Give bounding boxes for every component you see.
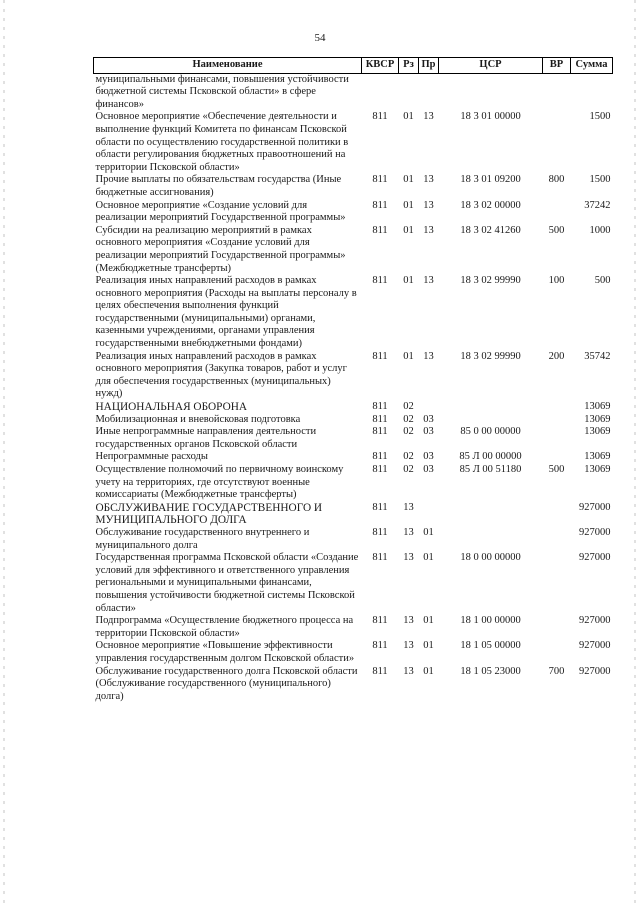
cell-name: Обслуживание государственного внутреннего и муниципального долга (95, 526, 310, 551)
table-row (94, 552, 613, 615)
cell-kvsr: 811 (372, 640, 388, 652)
cell-kvsr (362, 73, 399, 111)
cell-csr: 18 1 00 00000 (460, 615, 521, 627)
cell-csr: 18 0 00 00000 (460, 552, 521, 564)
cell-vr: 200 (548, 350, 565, 362)
cell-csr: 85 Л 00 51180 (459, 464, 522, 475)
table-row (94, 640, 613, 665)
cell-name: Основное мероприятие «Повышение эффективности управления государственным долгом Псковской области» (95, 640, 355, 664)
table-row (94, 414, 613, 427)
cell-name: Реализация иных направлений расходов в рамках основного мероприятия (Расходы на выплаты персоналу в целях обеспечения выполнения функций государственными (муниципальными) органами, казенными учреждениями, органами управления государственными внебюджетными фондами) (95, 275, 357, 350)
cell-pr: 13 (423, 199, 434, 211)
cell-pr: 13 (423, 224, 434, 236)
cell-vr (543, 426, 571, 451)
cell-csr: 18 3 02 00000 (460, 199, 521, 211)
cell-vr (543, 552, 571, 615)
header-csr: ЦСР (439, 58, 543, 74)
cell-pr: 13 (423, 350, 434, 362)
cell-csr (439, 401, 543, 414)
header-kvsr: КВСР (362, 58, 399, 74)
header-name: Наименование (94, 58, 362, 74)
cell-sum: 37242 (584, 199, 611, 211)
cell-vr: 500 (548, 224, 565, 236)
table-section-row (94, 401, 613, 414)
cell-sum: 927000 (579, 640, 611, 652)
cell-pr: 03 (423, 464, 434, 475)
cell-vr (543, 502, 571, 527)
table-row (94, 451, 613, 464)
cell-sum: 13069 (584, 464, 611, 475)
cell-kvsr: 811 (372, 174, 388, 186)
cell-csr: 85 Л 00 00000 (459, 451, 522, 463)
cell-sum: 500 (594, 275, 611, 287)
cell-name: НАЦИОНАЛЬНАЯ ОБОРОНА (95, 401, 248, 414)
cell-sum: 13069 (584, 413, 611, 425)
table-row (94, 615, 613, 640)
table-row (94, 200, 613, 225)
cell-name: Субсидии на реализацию мероприятий в рамках основного мероприятия «Создание условий для реализации мероприятий Государственной программы» (Межбюджетные трансферты) (95, 224, 346, 274)
cell-vr: 800 (548, 174, 565, 186)
cell-rz: 01 (403, 275, 414, 287)
cell-rz: 02 (403, 451, 414, 463)
table-row (94, 174, 613, 199)
cell-rz: 13 (403, 552, 414, 564)
cell-sum: 13069 (584, 426, 611, 438)
cell-kvsr: 811 (372, 665, 388, 677)
cell-sum: 927000 (579, 615, 611, 627)
table-row (94, 225, 613, 275)
table-row (94, 351, 613, 401)
cell-csr (439, 502, 543, 527)
cell-kvsr: 811 (372, 464, 388, 475)
cell-vr: 700 (548, 665, 565, 677)
cell-csr: 18 1 05 00000 (460, 640, 521, 652)
cell-vr (543, 615, 571, 640)
table-row (94, 464, 613, 502)
table-row (94, 275, 613, 351)
cell-name: Государственная программа Псковской области «Создание условий для эффективного и ответственного управления региональными и муниципальными финансами, повышения устойчивости бюджетной системы Псковской области» (95, 552, 359, 614)
cell-csr (439, 73, 543, 111)
cell-rz: 01 (403, 199, 414, 211)
cell-vr: 500 (548, 464, 565, 475)
cell-rz: 13 (403, 615, 414, 627)
cell-kvsr: 811 (372, 451, 388, 463)
cell-vr (543, 414, 571, 427)
cell-kvsr: 811 (372, 526, 388, 538)
cell-pr: 01 (423, 665, 434, 677)
cell-csr (439, 527, 543, 552)
cell-rz: 01 (403, 174, 414, 186)
cell-kvsr: 811 (372, 501, 388, 513)
cell-pr: 01 (423, 552, 434, 564)
cell-name: Прочие выплаты по обязательствам государства (Иные бюджетные ассигнования) (95, 174, 342, 198)
cell-vr (543, 401, 571, 414)
cell-rz: 01 (403, 224, 414, 236)
cell-pr: 03 (423, 413, 434, 425)
table-row (94, 111, 613, 174)
cell-kvsr: 811 (372, 552, 388, 564)
cell-pr: 03 (423, 426, 434, 438)
cell-kvsr: 811 (372, 224, 388, 236)
table-body (94, 73, 613, 703)
cell-pr: 01 (423, 526, 434, 538)
cell-kvsr: 811 (372, 350, 388, 362)
cell-kvsr: 811 (372, 275, 388, 287)
cell-pr: 13 (423, 275, 434, 287)
header-vr: ВР (543, 58, 571, 74)
cell-name: муниципальными финансами, повышения устойчивости бюджетной системы Псковской области» в сфере финансов» (95, 73, 349, 110)
scan-edge-left (3, 0, 5, 905)
cell-name: Подпрограмма «Осуществление бюджетного процесса на территории Псковской области» (95, 615, 354, 639)
header-pr: Пр (419, 58, 439, 74)
cell-csr: 18 3 01 00000 (460, 111, 521, 123)
cell-rz (399, 73, 419, 111)
cell-name: Мобилизационная и вневойсковая подготовка (95, 413, 301, 425)
cell-pr: 13 (423, 174, 434, 186)
cell-rz: 13 (403, 640, 414, 652)
cell-rz: 02 (403, 413, 414, 425)
cell-sum: 927000 (579, 552, 611, 564)
cell-csr: 18 3 02 99990 (460, 350, 521, 362)
cell-vr (543, 640, 571, 665)
table-header-row (94, 58, 613, 74)
cell-csr: 85 0 00 00000 (460, 426, 521, 438)
cell-rz: 13 (403, 665, 414, 677)
cell-csr (439, 414, 543, 427)
cell-rz: 13 (403, 501, 414, 513)
cell-sum: 13069 (584, 451, 611, 463)
cell-name: Реализация иных направлений расходов в рамках основного мероприятия (Закупка товаров, работ и услуг для обеспечения государственных (муниципальных) нужд) (95, 350, 347, 400)
cell-sum: 13069 (584, 401, 611, 413)
cell-name: Обслуживание государственного долга Псковской области (Обслуживание государственного (муниципального) долга) (95, 665, 358, 702)
cell-kvsr: 811 (372, 615, 388, 627)
cell-pr: 13 (423, 111, 434, 123)
table-row (94, 666, 613, 704)
cell-name: Иные непрограммные направления деятельности государственных органов Псковской области (95, 426, 317, 450)
cell-csr: 18 3 02 41260 (460, 224, 521, 236)
cell-kvsr: 811 (372, 426, 388, 438)
cell-pr: 01 (423, 640, 434, 652)
cell-name: Основное мероприятие «Обеспечение деятельности и выполнение функций Комитета по финансам Псковской области по осуществлению государственной политики в области регулирования бюджетных правоотношений на территории Псковской области» (95, 111, 349, 173)
cell-rz: 01 (403, 111, 414, 123)
cell-sum: 927000 (579, 501, 611, 513)
page-number: 54 (314, 32, 326, 44)
cell-pr (419, 401, 439, 414)
cell-sum: 1500 (589, 174, 611, 186)
cell-sum: 1500 (589, 111, 611, 123)
cell-vr (543, 527, 571, 552)
cell-kvsr: 811 (372, 111, 388, 123)
header-sum: Сумма (571, 58, 613, 74)
cell-name: ОБСЛУЖИВАНИЕ ГОСУДАРСТВЕННОГО И МУНИЦИПАЛЬНОГО ДОЛГА (95, 501, 323, 527)
cell-vr: 100 (548, 275, 565, 287)
cell-rz: 02 (403, 464, 414, 475)
cell-csr: 18 3 02 99990 (460, 275, 521, 287)
header-rz: Рз (399, 58, 419, 74)
table-row (94, 426, 613, 451)
cell-rz: 13 (403, 526, 414, 538)
cell-sum: 35742 (584, 350, 611, 362)
cell-pr: 03 (423, 451, 434, 463)
cell-name: Основное мероприятие «Создание условий для реализации мероприятий Государственной программы» (95, 199, 346, 224)
cell-rz: 01 (403, 350, 414, 362)
cell-rz: 02 (403, 426, 414, 438)
cell-pr (419, 502, 439, 527)
cell-sum: 1000 (589, 224, 611, 236)
table-row (94, 527, 613, 552)
cell-vr (543, 451, 571, 464)
cell-sum (571, 73, 613, 111)
table-row (94, 73, 613, 111)
cell-rz: 02 (403, 401, 414, 413)
cell-name: Осуществление полномочий по первичному воинскому учету на территориях, где отсутствуют военные комиссариаты (Межбюджетные трансферты) (95, 464, 344, 501)
table-section-row (94, 502, 613, 527)
cell-pr (419, 73, 439, 111)
cell-kvsr: 811 (372, 413, 388, 425)
cell-csr: 18 1 05 23000 (460, 665, 521, 677)
cell-vr (543, 111, 571, 174)
cell-pr: 01 (423, 615, 434, 627)
cell-sum: 927000 (579, 665, 611, 677)
cell-kvsr: 811 (372, 401, 388, 413)
cell-vr (543, 200, 571, 225)
budget-table (93, 57, 613, 703)
cell-kvsr: 811 (372, 199, 388, 211)
cell-name: Непрограммные расходы (95, 451, 208, 463)
cell-sum: 927000 (579, 526, 611, 538)
scan-edge-right (634, 0, 636, 905)
cell-vr (543, 73, 571, 111)
cell-csr: 18 3 01 09200 (460, 174, 521, 186)
